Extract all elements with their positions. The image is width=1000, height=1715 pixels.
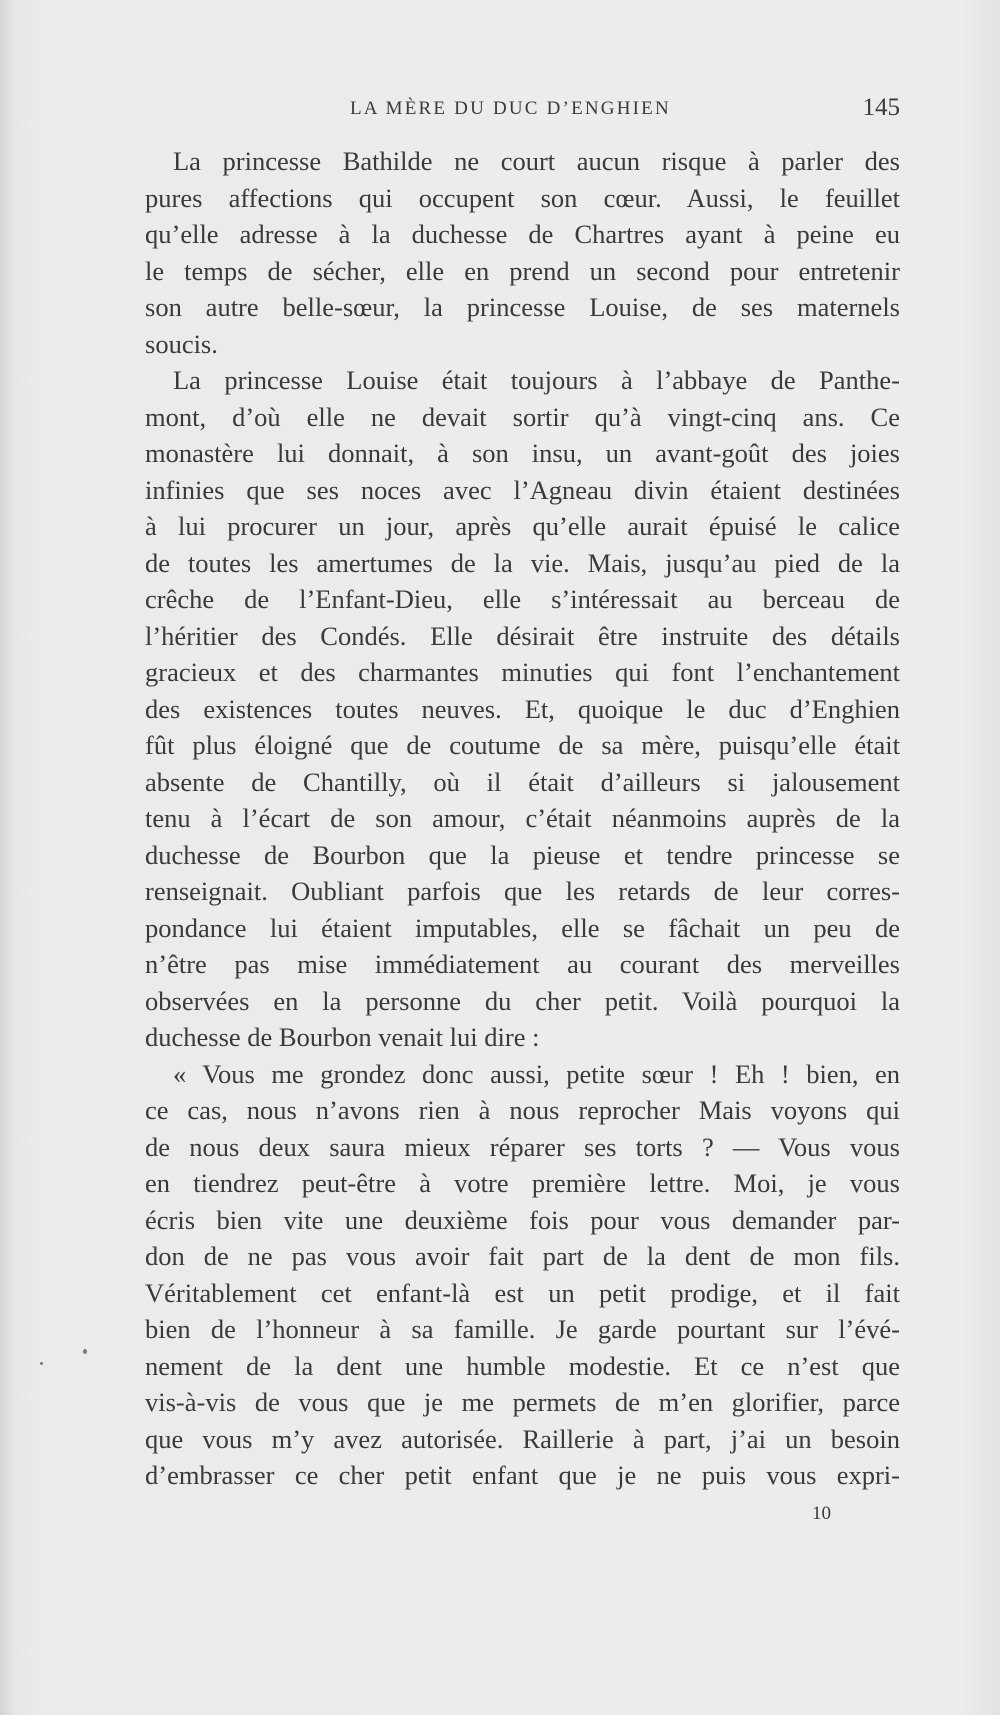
text-line: écris bien vite une deuxième fois pour vous demander par- <box>145 1204 900 1235</box>
text-line: monastère lui donnait, à son insu, un avant-goût des joies <box>145 438 900 468</box>
body-text <box>145 143 900 1494</box>
text-line: don de ne pas vous avoir fait part de la dent de mon fils. <box>145 1241 900 1271</box>
text-line: La princesse Louise était toujours à l’abbaye de Panthe- <box>173 365 900 395</box>
text-line: de toutes les amertumes de la vie. Mais, jusqu’au pied de la <box>145 547 900 578</box>
text-line: pures affections qui occupent son cœur. Aussi, le feuillet <box>145 182 900 213</box>
text-line: renseignait. Oubliant parfois que les retards de leur corres- <box>145 876 900 906</box>
running-title: LA MÈRE DU DUC D’ENGHIEN <box>350 98 671 119</box>
text-line: n’être pas mise immédiatement au courant des merveilles <box>145 949 900 979</box>
paper-speck <box>40 1362 43 1365</box>
paper-speck <box>83 1349 87 1354</box>
text-line: qu’elle adresse à la duchesse de Chartres ayant à peine eu <box>145 219 900 249</box>
text-line: duchesse de Bourbon que la pieuse et tendre princesse se <box>145 839 900 870</box>
page-number: 145 <box>862 94 900 121</box>
text-line: Véritablement cet enfant-là est un petit prodige, et il fait <box>145 1277 900 1308</box>
text-line: fût plus éloigné que de coutume de sa mère, puisqu’elle était <box>145 730 900 760</box>
text-line: « Vous me grondez donc aussi, petite sœur ! Eh ! bien, en <box>173 1058 900 1089</box>
text-line: nement de la dent une humble modestie. Et ce n’est que <box>145 1350 900 1381</box>
text-line: crêche de l’Enfant-Dieu, elle s’intéressait au berceau de <box>145 584 900 614</box>
text-line: le temps de sécher, elle en prend un second pour entretenir <box>145 255 900 286</box>
text-line: son autre belle-sœur, la princesse Louise, de ses maternels <box>145 292 900 322</box>
text-line: infinies que ses noces avec l’Agneau divin étaient destinées <box>145 474 900 505</box>
text-line: des existences toutes neuves. Et, quoique le duc d’Enghien <box>145 693 900 724</box>
running-head <box>145 92 900 132</box>
text-line: ce cas, nous n’avons rien à nous reprocher Mais voyons qui <box>145 1095 900 1125</box>
text-line: en tiendrez peut-être à votre première lettre. Moi, je vous <box>145 1168 900 1198</box>
text-line: l’héritier des Condés. Elle désirait être instruite des détails <box>145 620 900 651</box>
text-line: tenu à l’écart de son amour, c’était néanmoins auprès de la <box>145 803 900 833</box>
text-line: observées en la personne du cher petit. Voilà pourquoi la <box>145 985 900 1016</box>
text-line: soucis. <box>145 328 218 359</box>
text-line: d’embrasser ce cher petit enfant que je ne puis vous expri- <box>145 1460 900 1490</box>
text-line: bien de l’honneur à sa famille. Je garde pourtant sur l’évé- <box>145 1314 900 1344</box>
text-line: absente de Chantilly, où il était d’ailleurs si jalousement <box>145 766 900 797</box>
text-line: La princesse Bathilde ne court aucun risque à parler des <box>173 146 900 176</box>
text-line: pondance lui étaient imputables, elle se fâchait un peu de <box>145 912 900 943</box>
signature-mark: 10 <box>812 1503 831 1524</box>
text-line: de nous deux saura mieux réparer ses torts ? — Vous vous <box>145 1131 900 1162</box>
text-line: à lui procurer un jour, après qu’elle aurait épuisé le calice <box>145 511 900 541</box>
text-line: duchesse de Bourbon venait lui dire : <box>145 1022 540 1052</box>
text-line: que vous m’y avez autorisée. Raillerie à part, j’ai un besoin <box>145 1423 900 1454</box>
text-line: gracieux et des charmantes minuties qui font l’enchantement <box>145 657 900 687</box>
text-line: mont, d’où elle ne devait sortir qu’à vingt-cinq ans. Ce <box>145 401 900 432</box>
text-line: vis-à-vis de vous que je me permets de m’en glorifier, parce <box>145 1387 900 1417</box>
